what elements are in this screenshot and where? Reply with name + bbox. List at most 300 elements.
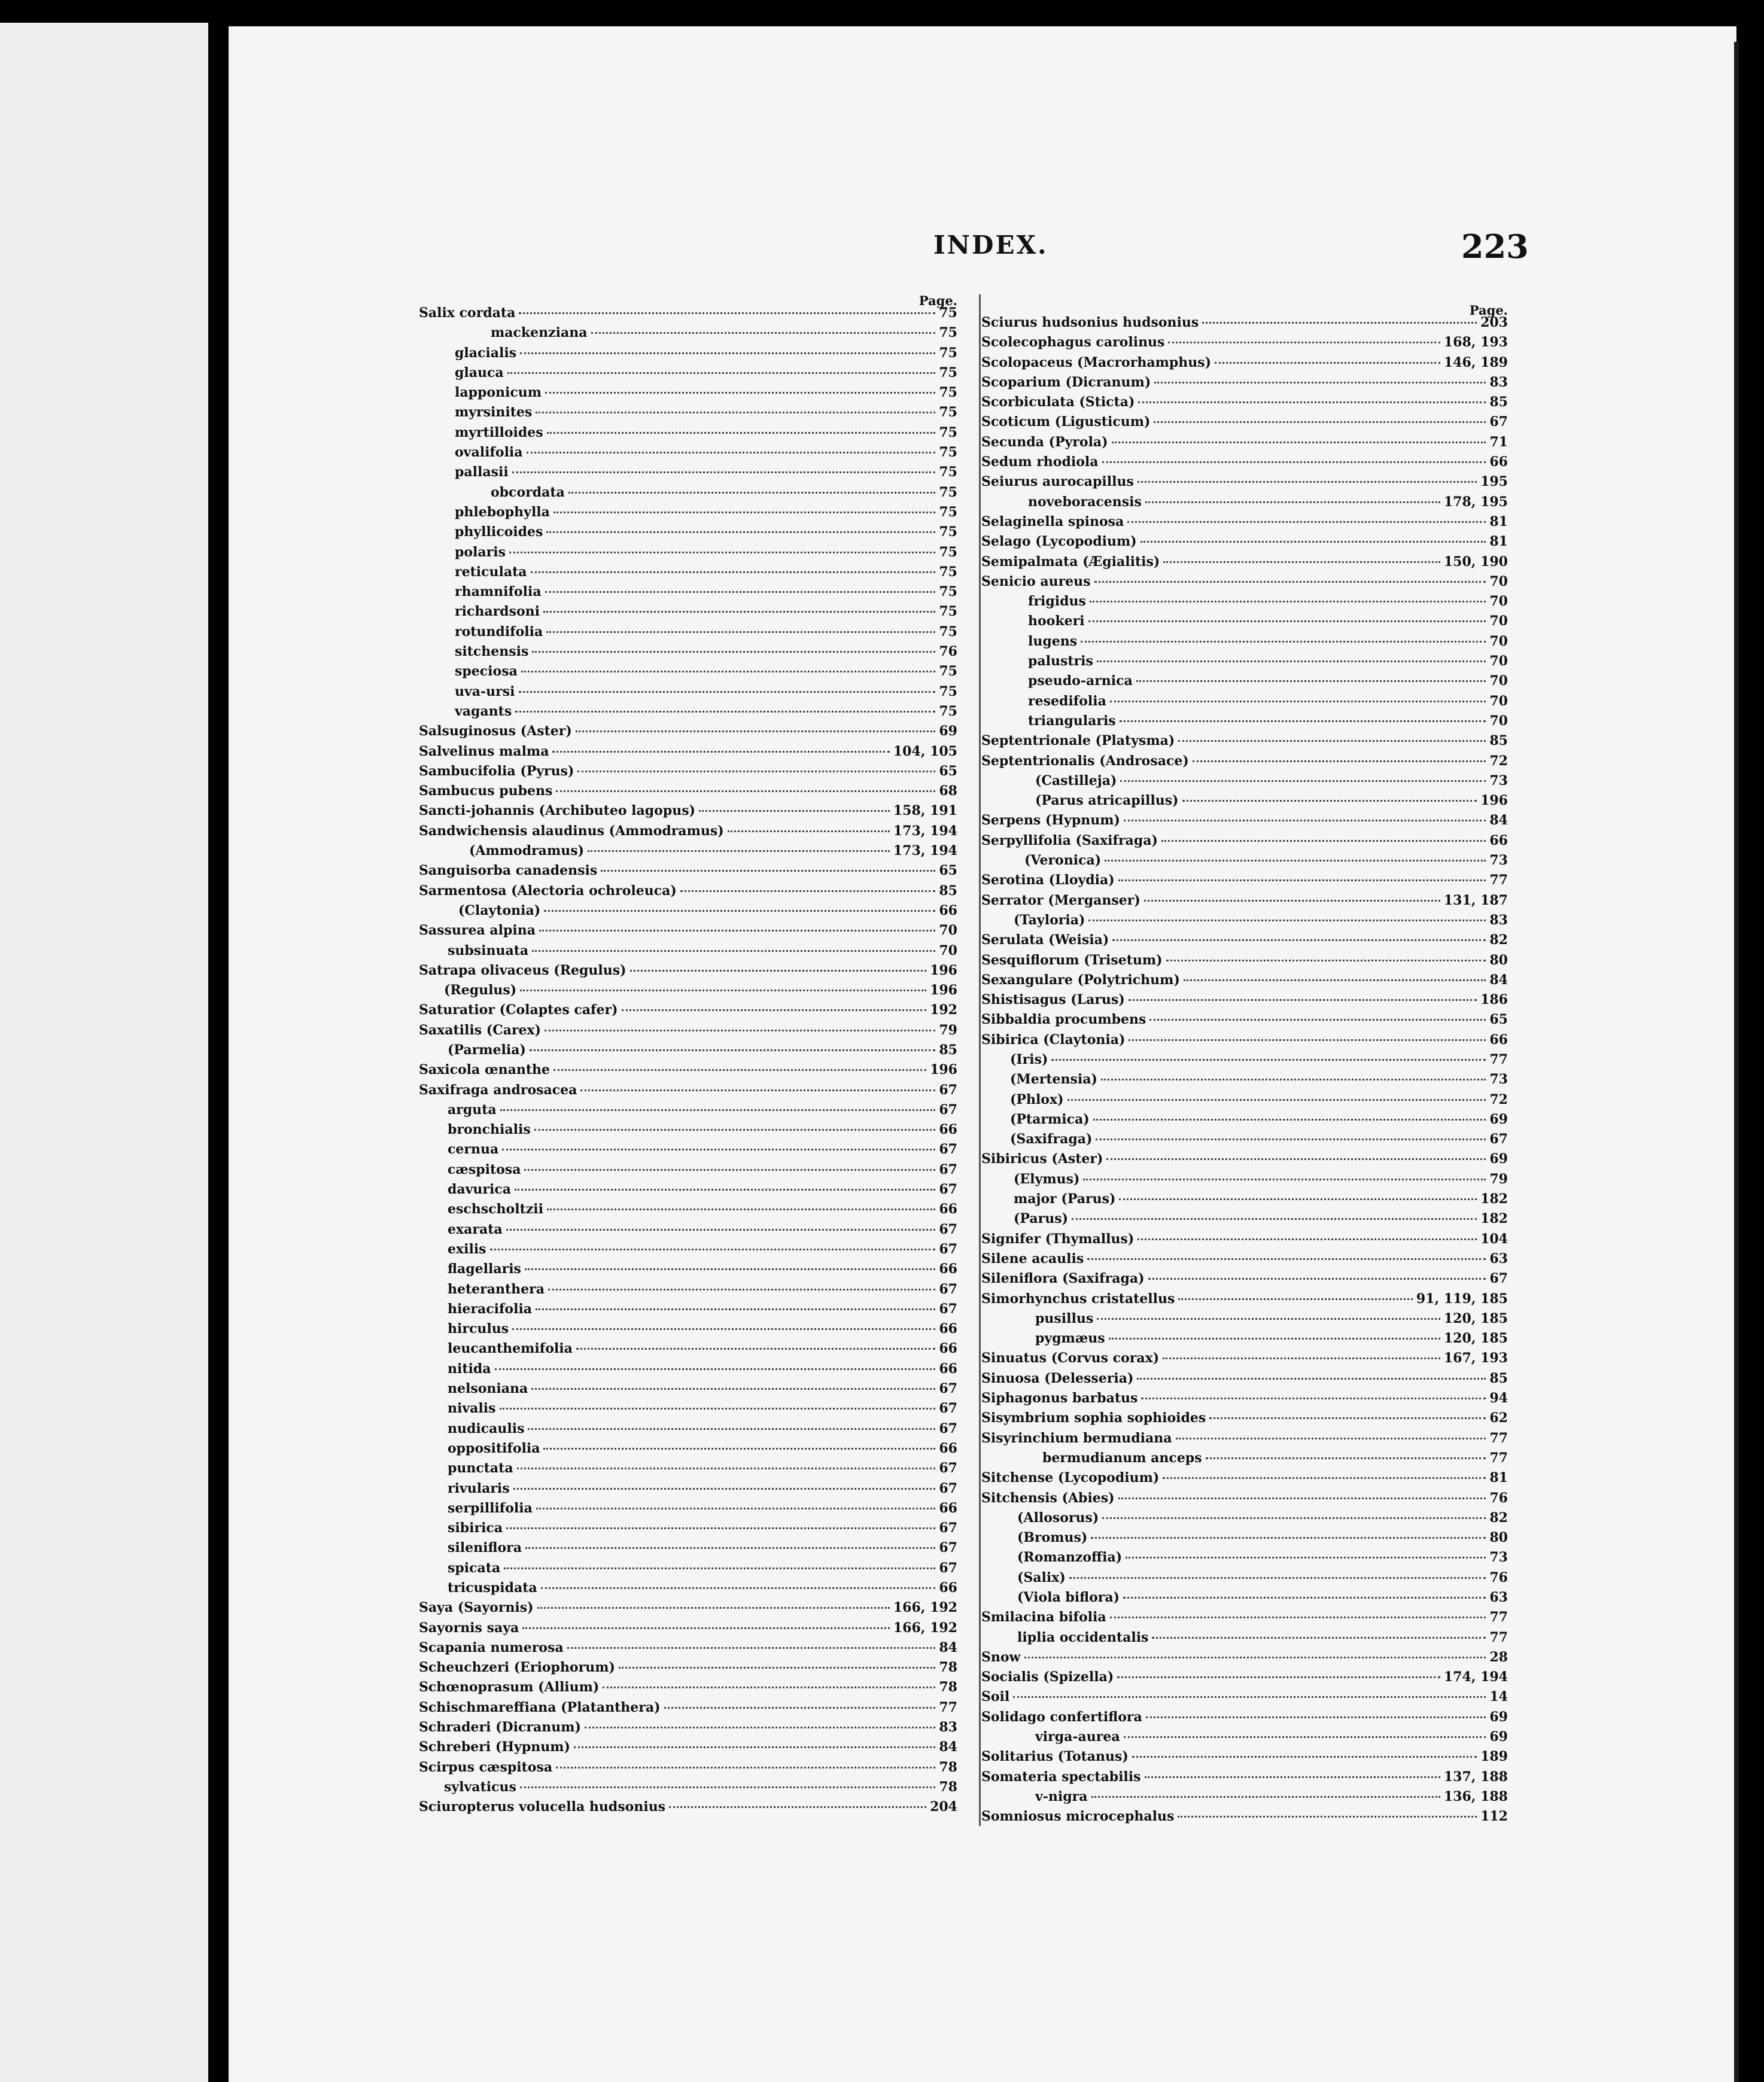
entry-term: Salix cordata xyxy=(419,305,516,321)
dot-leader xyxy=(1176,1438,1486,1439)
index-entry xyxy=(419,1600,957,1620)
entry-page: 67 xyxy=(939,1520,957,1536)
dot-leader xyxy=(546,531,935,533)
index-entry xyxy=(419,544,957,564)
index-entry xyxy=(981,1012,1508,1031)
entry-page: 80 xyxy=(1489,1530,1508,1546)
dot-leader xyxy=(553,512,935,513)
index-entry xyxy=(419,1460,957,1480)
dot-leader xyxy=(1124,820,1486,821)
dot-leader xyxy=(664,1707,936,1709)
entry-page: 75 xyxy=(939,623,957,640)
entry-page: 70 xyxy=(1489,613,1508,629)
entry-page: 84 xyxy=(939,1739,957,1755)
index-entry xyxy=(419,365,957,385)
dot-leader xyxy=(1202,322,1477,324)
dot-leader xyxy=(1118,879,1486,881)
index-entry xyxy=(419,943,957,963)
entry-page: 67 xyxy=(939,1241,957,1257)
entry-page: 70 xyxy=(1489,593,1508,610)
entry-page: 78 xyxy=(939,1660,957,1676)
entry-term: Seiurus aurocapillus xyxy=(981,474,1134,490)
entry-term: Scolopaceus (Macrorhamphus) xyxy=(981,354,1212,370)
entry-page: 75 xyxy=(939,325,957,341)
entry-term: flagellaris xyxy=(448,1261,521,1277)
entry-page: 66 xyxy=(1489,454,1508,470)
index-entry xyxy=(981,912,1508,932)
entry-term: (Parus atricapillus) xyxy=(1035,793,1179,809)
entry-page: 68 xyxy=(939,783,957,799)
entry-page: 73 xyxy=(1489,772,1508,789)
entry-term: sileniflora xyxy=(448,1540,522,1556)
entry-term: sitchensis xyxy=(455,644,529,660)
index-entry xyxy=(981,1609,1508,1629)
entry-term: Selago (Lycopodium) xyxy=(981,534,1137,550)
dot-leader xyxy=(545,1030,935,1031)
index-entry xyxy=(981,793,1508,812)
entry-page: 69 xyxy=(1489,1151,1508,1167)
entry-term: reticulata xyxy=(455,564,527,580)
entry-page: 69 xyxy=(1489,1709,1508,1725)
entry-page: 84 xyxy=(939,1639,957,1655)
dot-leader xyxy=(536,412,935,413)
entry-term: Sinuatus (Corvus corax) xyxy=(981,1350,1160,1366)
dot-leader xyxy=(1067,1099,1486,1101)
index-entry xyxy=(981,1350,1508,1370)
entry-page: 78 xyxy=(939,1759,957,1775)
entry-page: 67 xyxy=(939,1281,957,1297)
dot-leader xyxy=(1124,1736,1486,1738)
dot-leader xyxy=(1109,1338,1440,1340)
index-entry xyxy=(981,1231,1508,1251)
dot-leader xyxy=(512,471,936,473)
dot-leader xyxy=(1120,780,1486,782)
index-entry xyxy=(419,1679,957,1699)
entry-term: glacialis xyxy=(455,345,517,361)
index-entry xyxy=(981,1570,1508,1590)
dot-leader xyxy=(1148,1278,1486,1280)
column-rule xyxy=(979,294,981,1826)
entry-page: 65 xyxy=(1489,1012,1508,1028)
index-entry xyxy=(981,972,1508,992)
dot-leader xyxy=(490,1249,936,1250)
dot-leader xyxy=(522,1627,890,1629)
index-entry xyxy=(419,1560,957,1580)
dot-leader xyxy=(1154,382,1486,383)
dot-leader xyxy=(1087,1258,1486,1260)
dot-leader xyxy=(1138,481,1477,483)
entry-term: Sanguisorba canadensis xyxy=(419,863,598,879)
index-entry xyxy=(419,823,957,843)
index-entry xyxy=(419,445,957,464)
entry-term: major (Parus) xyxy=(1014,1191,1116,1207)
index-entry xyxy=(981,1550,1508,1569)
entry-term: rotundifolia xyxy=(455,623,543,640)
entry-page: 73 xyxy=(1489,1550,1508,1566)
entry-page: 91, 119, 185 xyxy=(1416,1290,1508,1307)
dot-leader xyxy=(576,1348,935,1350)
dot-leader xyxy=(1126,1557,1486,1559)
index-entry xyxy=(981,574,1508,593)
index-entry xyxy=(981,1271,1508,1290)
entry-page: 75 xyxy=(939,484,957,500)
index-entry xyxy=(981,1131,1508,1151)
entry-term: Schœnoprasum (Allium) xyxy=(419,1679,600,1696)
dot-leader xyxy=(619,1667,935,1669)
dot-leader xyxy=(537,1607,890,1609)
dot-leader xyxy=(1117,1676,1440,1678)
entry-term: Smilacina bifolia xyxy=(981,1609,1106,1626)
index-entry xyxy=(981,1630,1508,1649)
entry-term: punctata xyxy=(448,1460,513,1477)
entry-list xyxy=(419,305,957,1819)
entry-page: 85 xyxy=(1489,394,1508,410)
entry-page: 82 xyxy=(1489,1509,1508,1526)
entry-term: Sibbaldia procumbens xyxy=(981,1012,1146,1028)
entry-page: 63 xyxy=(1489,1590,1508,1605)
entry-page: 73 xyxy=(1489,1072,1508,1088)
entry-page: 67 xyxy=(939,1420,957,1436)
index-entry xyxy=(419,305,957,325)
dot-leader xyxy=(1141,1398,1486,1399)
entry-term: Scapania numerosa xyxy=(419,1639,564,1655)
dot-leader xyxy=(525,1268,935,1270)
dot-leader xyxy=(1209,1417,1486,1419)
entry-term: Serulata (Weisia) xyxy=(981,932,1109,948)
index-entry xyxy=(419,1500,957,1520)
entry-term: Solidago confertiflora xyxy=(981,1709,1142,1725)
dot-leader xyxy=(1184,979,1486,981)
dot-leader xyxy=(528,1428,935,1430)
entry-page: 85 xyxy=(939,1042,957,1058)
dot-leader xyxy=(502,1149,935,1150)
dot-leader xyxy=(1112,939,1486,941)
entry-term: Saturatior (Colaptes cafer) xyxy=(419,1002,618,1018)
index-entry xyxy=(981,1510,1508,1530)
entry-term: pallasii xyxy=(455,464,509,480)
index-entry xyxy=(419,1222,957,1241)
entry-page: 83 xyxy=(1489,912,1508,928)
entry-term: exarata xyxy=(448,1221,503,1237)
entry-page: 63 xyxy=(1489,1250,1508,1267)
entry-term: obcordata xyxy=(491,484,565,500)
entry-term: Sexangulare (Polytrichum) xyxy=(981,972,1180,988)
entry-term: speciosa xyxy=(455,663,518,680)
index-entry xyxy=(981,773,1508,793)
entry-page: 67 xyxy=(939,1161,957,1177)
index-entry xyxy=(419,1739,957,1759)
entry-term: Sarmentosa (Alectoria ochroleuca) xyxy=(419,882,677,899)
index-entry xyxy=(981,534,1508,553)
entry-page: 66 xyxy=(939,1360,957,1377)
dot-leader xyxy=(527,452,936,453)
entry-term: (Ptarmica) xyxy=(1010,1111,1090,1127)
entry-page: 182 xyxy=(1480,1211,1508,1227)
dot-leader xyxy=(1097,1318,1440,1320)
dot-leader xyxy=(532,950,935,952)
index-entry xyxy=(419,783,957,803)
index-entry xyxy=(981,334,1508,354)
entry-page: 196 xyxy=(930,1062,957,1078)
dot-leader xyxy=(1091,1537,1486,1539)
dot-leader xyxy=(520,352,935,354)
dot-leader xyxy=(521,671,936,672)
dot-leader xyxy=(1166,960,1486,961)
dot-leader xyxy=(1215,362,1440,364)
entry-term: Signifer (Thymallus) xyxy=(981,1231,1135,1247)
entry-page: 204 xyxy=(930,1799,957,1815)
dot-leader xyxy=(547,1209,935,1210)
entry-term: Schraderi (Dicranum) xyxy=(419,1719,581,1736)
entry-page: 78 xyxy=(939,1679,957,1696)
index-entry xyxy=(981,1769,1508,1789)
dot-leader xyxy=(1140,541,1486,543)
entry-page: 173, 194 xyxy=(893,823,957,839)
entry-page: 70 xyxy=(1489,573,1508,589)
entry-page: 75 xyxy=(939,464,957,480)
entry-page: 189 xyxy=(1480,1749,1508,1765)
entry-term: noveboracensis xyxy=(1028,494,1142,510)
entry-page: 71 xyxy=(1489,434,1508,450)
entry-term: Serotina (Lloydia) xyxy=(981,872,1115,888)
entry-term: Saxicola œnanthe xyxy=(419,1062,550,1078)
entry-term: (Regulus) xyxy=(444,982,517,999)
entry-term: serpillifolia xyxy=(448,1500,533,1516)
entry-page: 75 xyxy=(939,663,957,680)
index-entry xyxy=(419,644,957,663)
index-entry xyxy=(419,1241,957,1261)
index-entry xyxy=(981,434,1508,454)
entry-term: nivalis xyxy=(448,1401,496,1417)
entry-term: Sambucifolia (Pyrus) xyxy=(419,763,574,779)
entry-page: 75 xyxy=(939,424,957,440)
index-entry xyxy=(419,524,957,544)
dot-leader xyxy=(543,611,935,613)
entry-term: Socialis (Spizella) xyxy=(981,1669,1114,1685)
index-entry xyxy=(981,733,1508,753)
dot-leader xyxy=(1168,342,1440,343)
entry-page: 73 xyxy=(1489,853,1508,869)
entry-term: exilis xyxy=(448,1241,486,1257)
entry-term: ovalifolia xyxy=(455,445,523,461)
index-entry xyxy=(981,1649,1508,1669)
entry-term: (Claytonia) xyxy=(458,902,541,918)
entry-term: Salsuginosus (Aster) xyxy=(419,723,572,739)
index-entry xyxy=(419,604,957,623)
entry-page: 167, 193 xyxy=(1443,1350,1508,1366)
index-entry xyxy=(419,1301,957,1321)
dot-leader xyxy=(500,1109,936,1111)
entry-term: eschscholtzii xyxy=(448,1201,543,1217)
dot-leader xyxy=(1178,740,1486,742)
entry-page: 67 xyxy=(939,1401,957,1417)
entry-page: 186 xyxy=(1480,992,1508,1008)
dot-leader xyxy=(553,1069,926,1071)
index-column-right xyxy=(981,315,1508,1829)
entry-page: 76 xyxy=(939,644,957,660)
entry-page: 77 xyxy=(1489,1629,1508,1645)
entry-page: 166, 192 xyxy=(893,1600,957,1616)
entry-term: palustris xyxy=(1028,653,1093,669)
dot-leader xyxy=(500,1408,936,1410)
entry-term: Saxatilis (Carex) xyxy=(419,1022,542,1038)
entry-page: 67 xyxy=(939,1540,957,1556)
entry-page: 137, 188 xyxy=(1443,1769,1508,1785)
dot-leader xyxy=(1083,1179,1486,1180)
dot-leader xyxy=(536,1308,935,1310)
index-entry xyxy=(981,1590,1508,1609)
index-entry xyxy=(419,1002,957,1022)
index-entry xyxy=(419,923,957,942)
index-entry xyxy=(981,593,1508,613)
index-entry xyxy=(981,514,1508,534)
index-entry xyxy=(419,504,957,524)
index-entry xyxy=(981,1211,1508,1231)
entry-term: bronchialis xyxy=(448,1122,531,1138)
index-entry xyxy=(419,564,957,584)
dot-leader xyxy=(603,1687,935,1688)
dot-leader xyxy=(1112,442,1486,443)
index-entry xyxy=(981,1729,1508,1749)
index-entry xyxy=(419,803,957,823)
entry-term: nudicaulis xyxy=(448,1420,525,1436)
dot-leader xyxy=(622,1009,927,1011)
dot-leader xyxy=(524,1169,935,1171)
dot-leader xyxy=(556,790,935,792)
dot-leader xyxy=(568,492,936,494)
index-entry xyxy=(981,753,1508,773)
index-entry xyxy=(981,454,1508,474)
entry-term: arguta xyxy=(448,1101,497,1118)
dot-leader xyxy=(530,1049,936,1051)
index-entry xyxy=(981,1072,1508,1091)
index-entry xyxy=(981,474,1508,494)
dot-leader xyxy=(515,711,935,713)
index-entry xyxy=(419,1022,957,1042)
index-entry xyxy=(981,1151,1508,1171)
index-entry xyxy=(981,494,1508,514)
entry-term: Sancti-johannis (Archibuteo lagopus) xyxy=(419,803,695,819)
dot-leader xyxy=(556,1767,935,1769)
index-entry xyxy=(419,385,957,404)
dot-leader xyxy=(547,432,936,434)
index-entry xyxy=(981,713,1508,733)
index-entry xyxy=(419,1640,957,1660)
dot-leader xyxy=(1132,1756,1477,1758)
entry-term: v-nigra xyxy=(1035,1788,1088,1804)
entry-page: 146, 189 xyxy=(1443,354,1508,370)
index-entry xyxy=(419,1162,957,1182)
entry-term: (Tayloria) xyxy=(1014,912,1085,928)
entry-term: Saya (Sayornis) xyxy=(419,1600,534,1616)
entry-page: 81 xyxy=(1489,513,1508,529)
entry-page: 75 xyxy=(939,385,957,401)
index-entry xyxy=(419,404,957,424)
index-entry xyxy=(981,893,1508,912)
dot-leader xyxy=(1182,800,1477,802)
entry-term: tricuspidata xyxy=(448,1580,537,1596)
dot-leader xyxy=(1178,1816,1477,1818)
page-number: 223 xyxy=(1461,227,1529,266)
dot-leader xyxy=(1072,1218,1477,1220)
dot-leader xyxy=(577,771,935,772)
entry-term: Schreberi (Hypnum) xyxy=(419,1739,570,1755)
index-entry xyxy=(419,345,957,365)
dot-leader xyxy=(1024,1657,1486,1658)
entry-page: 75 xyxy=(939,524,957,540)
index-entry xyxy=(419,963,957,982)
entry-page: 174, 194 xyxy=(1443,1669,1508,1685)
entry-term: myrsinites xyxy=(455,404,533,421)
entry-term: Sisymbrium sophia sophioides xyxy=(981,1410,1206,1426)
entry-list xyxy=(981,315,1508,1829)
entry-page: 67 xyxy=(939,1082,957,1098)
entry-term: Secunda (Pyrola) xyxy=(981,434,1108,450)
entry-page: 77 xyxy=(1489,1430,1508,1446)
dot-leader xyxy=(519,312,935,314)
entry-term: Siphagonus barbatus xyxy=(981,1390,1138,1407)
entry-term: Sayornis saya xyxy=(419,1620,519,1636)
dot-leader xyxy=(495,1368,936,1370)
entry-page: 79 xyxy=(939,1022,957,1038)
dot-leader xyxy=(1123,1597,1486,1599)
entry-term: rivularis xyxy=(448,1480,510,1496)
entry-page: 131, 187 xyxy=(1443,892,1508,908)
dot-leader xyxy=(1146,1716,1486,1718)
dot-leader xyxy=(541,1587,936,1589)
entry-term: Simorhynchus cristatellus xyxy=(981,1290,1175,1307)
entry-term: myrtilloides xyxy=(455,424,543,440)
entry-term: Semipalmata (Ægialitis) xyxy=(981,553,1160,570)
dot-leader xyxy=(591,332,936,334)
index-entry xyxy=(981,833,1508,853)
entry-term: Somniosus microcephalus xyxy=(981,1809,1175,1825)
index-entry xyxy=(981,1251,1508,1271)
entry-term: Sesquiflorum (Trisetum) xyxy=(981,952,1163,968)
entry-term: Sambucus pubens xyxy=(419,783,553,799)
dot-leader xyxy=(1051,1059,1486,1061)
entry-term: subsinuata xyxy=(448,942,529,958)
index-entry xyxy=(419,1142,957,1161)
entry-term: Serpens (Hypnum) xyxy=(981,812,1120,829)
entry-term: (Castilleja) xyxy=(1035,772,1117,789)
index-entry xyxy=(419,1282,957,1301)
index-entry xyxy=(981,812,1508,832)
index-entry xyxy=(981,952,1508,972)
entry-page: 66 xyxy=(1489,832,1508,848)
entry-page: 82 xyxy=(1489,932,1508,948)
entry-term: triangularis xyxy=(1028,713,1116,729)
entry-term: vagants xyxy=(455,703,512,719)
entry-term: Sandwichensis alaudinus (Ammodramus) xyxy=(419,823,724,839)
index-entry xyxy=(419,1102,957,1122)
entry-page: 67 xyxy=(939,1460,957,1477)
dot-leader xyxy=(580,1089,935,1091)
dot-leader xyxy=(504,1567,935,1569)
entry-page: 28 xyxy=(1489,1649,1508,1665)
dot-leader xyxy=(1149,1019,1486,1021)
entry-page: 69 xyxy=(1489,1111,1508,1127)
index-entry xyxy=(981,1112,1508,1131)
dot-leader xyxy=(517,1468,936,1469)
entry-page: 69 xyxy=(939,723,957,739)
index-entry xyxy=(981,1749,1508,1769)
index-entry xyxy=(419,1799,957,1819)
dot-leader xyxy=(669,1806,926,1808)
entry-term: pusillus xyxy=(1035,1310,1094,1326)
entry-term: glauca xyxy=(455,364,504,381)
dot-leader xyxy=(525,1547,935,1549)
